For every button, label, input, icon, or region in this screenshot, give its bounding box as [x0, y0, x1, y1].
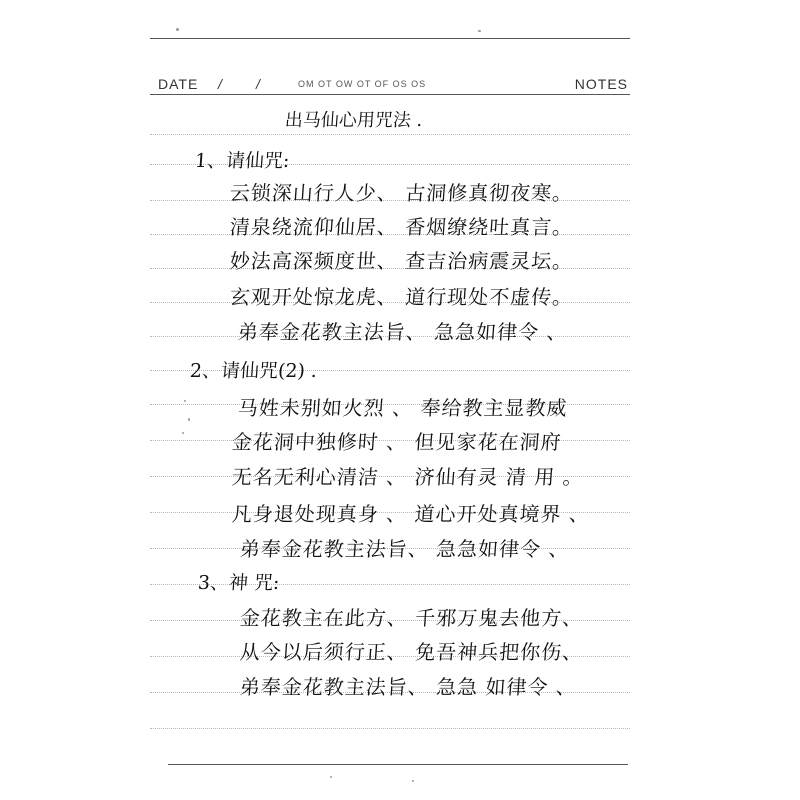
- verse-line: 清泉绕流仰仙居、 香烟缭绕吐真言。: [229, 215, 575, 239]
- top-rule: [150, 38, 630, 39]
- page-title: 出马仙心用咒法 .: [284, 110, 424, 131]
- verse-line: 无名无利心清洁 、 济仙有灵 清 用 。: [231, 465, 585, 489]
- page-header: [158, 76, 628, 94]
- verse-line: 玄观开处惊龙虎、 道行现处不虚传。: [229, 285, 575, 309]
- verse-line: 弟奉金花教主法旨、 急急如律令 、: [237, 320, 569, 344]
- scan-speck: [188, 418, 190, 421]
- verse-line: 金花教主在此方、 千邪万鬼去他方、: [239, 606, 585, 630]
- verse-line: 从今以后须行正、 免吾神兵把你伤、: [239, 640, 585, 664]
- scan-speck: [184, 400, 186, 402]
- verse-line: 凡身退处现真身 、 道心开处真境界 、: [231, 502, 591, 526]
- notebook-line: [150, 728, 630, 729]
- verse-line: 金花洞中独修时 、 但见家花在洞府: [231, 430, 563, 454]
- section-heading: 2、请仙咒(2) .: [189, 360, 318, 382]
- scan-speck: [412, 780, 414, 782]
- scan-speck: [182, 432, 184, 434]
- bottom-rule: [168, 764, 628, 765]
- scan-speck: [330, 776, 332, 778]
- section-heading: 1、请仙咒:: [194, 150, 291, 172]
- verse-line: 云锁深山行人少、 古洞修真彻夜寒。: [229, 181, 575, 205]
- section-heading: 3、神 咒:: [197, 572, 281, 594]
- header-rule: [150, 94, 630, 95]
- notes-label: NOTES: [574, 76, 628, 92]
- header-codes: OM OT OW OT OF OS OS: [298, 79, 427, 89]
- verse-line: 弟奉金花教主法旨、 急急如律令 、: [239, 537, 571, 561]
- date-slash: /: [256, 76, 260, 92]
- date-label: DATE: [158, 76, 199, 92]
- notebook-line: [150, 134, 630, 135]
- verse-line: 妙法高深频度世、 查吉治病震灵坛。: [229, 249, 575, 273]
- scan-speck: [176, 28, 179, 31]
- verse-line: 弟奉金花教主法旨、 急急 如律令 、: [239, 675, 578, 699]
- date-slash: /: [218, 76, 222, 92]
- scan-speck: [478, 30, 481, 32]
- verse-line: 马姓未别如火烈 、 奉给教主显教威: [237, 396, 569, 420]
